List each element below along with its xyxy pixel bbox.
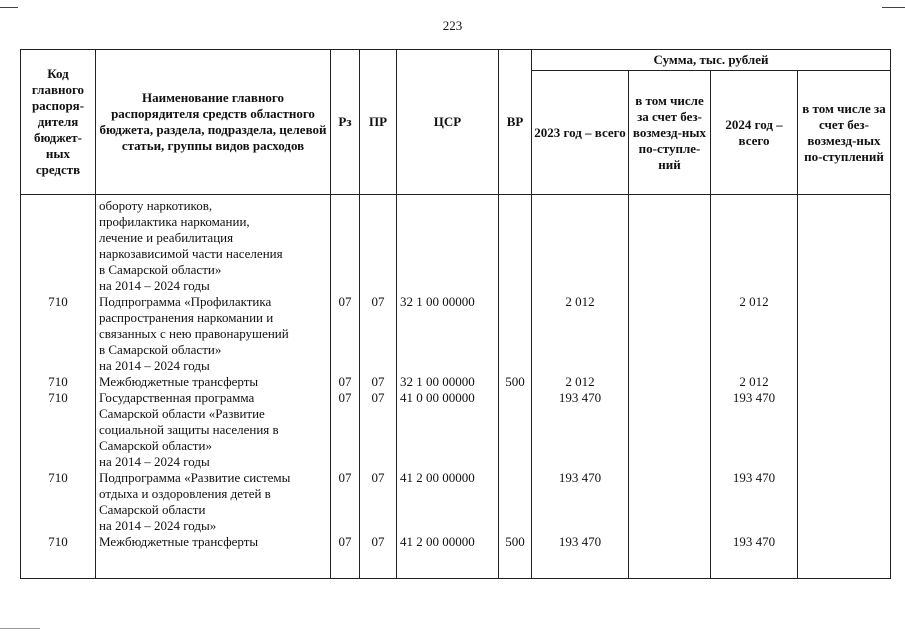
table-body xyxy=(21,195,891,579)
table-row xyxy=(21,195,891,295)
cell-name-line: социальной защиты населения в xyxy=(99,422,279,437)
cell-csr: 32 1 00 00000 xyxy=(397,294,499,374)
cell-code xyxy=(21,195,96,295)
cell-csr: 32 1 00 00000 xyxy=(397,374,499,390)
cell-csr xyxy=(397,195,499,295)
cell-pr: 07 xyxy=(360,534,397,578)
cell-2023-free xyxy=(629,195,711,295)
cell-2023-total xyxy=(532,195,629,295)
cell-code: 710 xyxy=(21,470,96,534)
cell-pr: 07 xyxy=(360,470,397,534)
cell-name-line: Подпрограмма «Развитие системы xyxy=(99,470,291,485)
cell-rz: 07 xyxy=(331,294,360,374)
cell-name-line: Подпрограмма «Профилактика xyxy=(99,294,272,309)
cell-2023-total: 193 470 xyxy=(532,534,629,578)
cell-name xyxy=(96,374,331,390)
cell-name-line: Межбюджетные трансферты xyxy=(99,534,259,549)
cell-name-line: отдыха и оздоровления детей в xyxy=(99,486,271,501)
cell-vr xyxy=(499,294,532,374)
scan-artifact-top-right xyxy=(882,7,905,8)
cell-vr xyxy=(499,470,532,534)
cell-name xyxy=(96,195,331,295)
cell-2024-free xyxy=(798,470,891,534)
scan-artifact-top-left xyxy=(0,7,18,8)
cell-name-line: в Самарской области» xyxy=(99,262,222,277)
cell-csr: 41 2 00 00000 xyxy=(397,534,499,578)
cell-2023-total: 193 470 xyxy=(532,390,629,470)
cell-vr: 500 xyxy=(499,534,532,578)
cell-2023-total: 2 012 xyxy=(532,374,629,390)
cell-name-line: Самарской области «Развитие xyxy=(99,406,265,421)
cell-2024-free xyxy=(798,195,891,295)
cell-name-line: связанных с нею правонарушений xyxy=(99,326,289,341)
header-rz: Рз xyxy=(331,50,360,195)
header-sum-group: Сумма, тыс. рублей xyxy=(532,50,891,71)
cell-2024-free xyxy=(798,294,891,374)
cell-name-line: Самарской области xyxy=(99,502,206,517)
header-2023-free: в том числе за счет без-возмезд-ных по-ступле-ний xyxy=(629,71,711,195)
cell-name-line: Межбюджетные трансферты xyxy=(99,374,259,389)
cell-name xyxy=(96,470,331,534)
header-2023-total: 2023 год – всего xyxy=(532,71,629,195)
budget-table xyxy=(20,49,891,579)
page-number: 223 xyxy=(442,18,463,33)
cell-name-line: в Самарской области» xyxy=(99,342,222,357)
cell-name-line: Самарской области» xyxy=(99,438,212,453)
cell-2024-free xyxy=(798,374,891,390)
cell-rz: 07 xyxy=(331,374,360,390)
header-code: Код главного распоря-дителя бюджет-ных средств xyxy=(21,50,96,195)
cell-code: 710 xyxy=(21,390,96,470)
cell-2023-free xyxy=(629,294,711,374)
cell-code: 710 xyxy=(21,294,96,374)
cell-rz: 07 xyxy=(331,470,360,534)
cell-2024-total xyxy=(711,195,798,295)
cell-2023-free xyxy=(629,534,711,578)
cell-rz: 07 xyxy=(331,390,360,470)
scan-artifact-bottom xyxy=(0,628,40,629)
header-name: Наименование главного распорядителя средств областного бюджета, раздела, подраздела, целевой статьи, группы видов расходов xyxy=(96,50,331,195)
cell-name-line: наркозависимой части населения xyxy=(99,246,283,261)
cell-name xyxy=(96,534,331,578)
cell-name-line: профилактика наркомании, xyxy=(99,214,250,229)
header-vr: ВР xyxy=(499,50,532,195)
cell-vr xyxy=(499,390,532,470)
cell-pr xyxy=(360,195,397,295)
cell-name-line: на 2014 – 2024 годы xyxy=(99,454,210,469)
cell-2023-free xyxy=(629,374,711,390)
cell-name xyxy=(96,294,331,374)
cell-code: 710 xyxy=(21,374,96,390)
cell-vr xyxy=(499,195,532,295)
cell-rz xyxy=(331,195,360,295)
cell-csr: 41 2 00 00000 xyxy=(397,470,499,534)
cell-name-line: Государственная программа xyxy=(99,390,255,405)
cell-code: 710 xyxy=(21,534,96,578)
cell-2024-total: 193 470 xyxy=(711,470,798,534)
table-row xyxy=(21,534,891,578)
table-row xyxy=(21,374,891,390)
cell-name xyxy=(96,390,331,470)
header-csr: ЦСР xyxy=(397,50,499,195)
cell-csr: 41 0 00 00000 xyxy=(397,390,499,470)
cell-name-line: лечение и реабилитация xyxy=(99,230,234,245)
cell-2023-total: 2 012 xyxy=(532,294,629,374)
header-2024-total: 2024 год – всего xyxy=(711,71,798,195)
cell-name-line: на 2014 – 2024 годы» xyxy=(99,518,217,533)
cell-vr: 500 xyxy=(499,374,532,390)
cell-2024-total: 193 470 xyxy=(711,534,798,578)
cell-name-line: на 2014 – 2024 годы xyxy=(99,278,210,293)
cell-2023-free xyxy=(629,390,711,470)
cell-name-line: обороту наркотиков, xyxy=(99,198,213,213)
cell-rz: 07 xyxy=(331,534,360,578)
cell-pr: 07 xyxy=(360,374,397,390)
header-2024-free: в том числе за счет без-возмезд-ных по-ступлений xyxy=(798,71,891,195)
cell-2023-total: 193 470 xyxy=(532,470,629,534)
cell-2023-free xyxy=(629,470,711,534)
cell-name-line: распространения наркомании и xyxy=(99,310,274,325)
cell-pr: 07 xyxy=(360,294,397,374)
cell-2024-total: 2 012 xyxy=(711,374,798,390)
cell-2024-free xyxy=(798,534,891,578)
header-pr: ПР xyxy=(360,50,397,195)
cell-pr: 07 xyxy=(360,390,397,470)
cell-2024-total: 193 470 xyxy=(711,390,798,470)
cell-name-line: на 2014 – 2024 годы xyxy=(99,358,210,373)
cell-2024-total: 2 012 xyxy=(711,294,798,374)
table-row xyxy=(21,294,891,374)
table-row xyxy=(21,470,891,534)
table-header xyxy=(21,50,891,195)
table-row xyxy=(21,390,891,470)
cell-2024-free xyxy=(798,390,891,470)
